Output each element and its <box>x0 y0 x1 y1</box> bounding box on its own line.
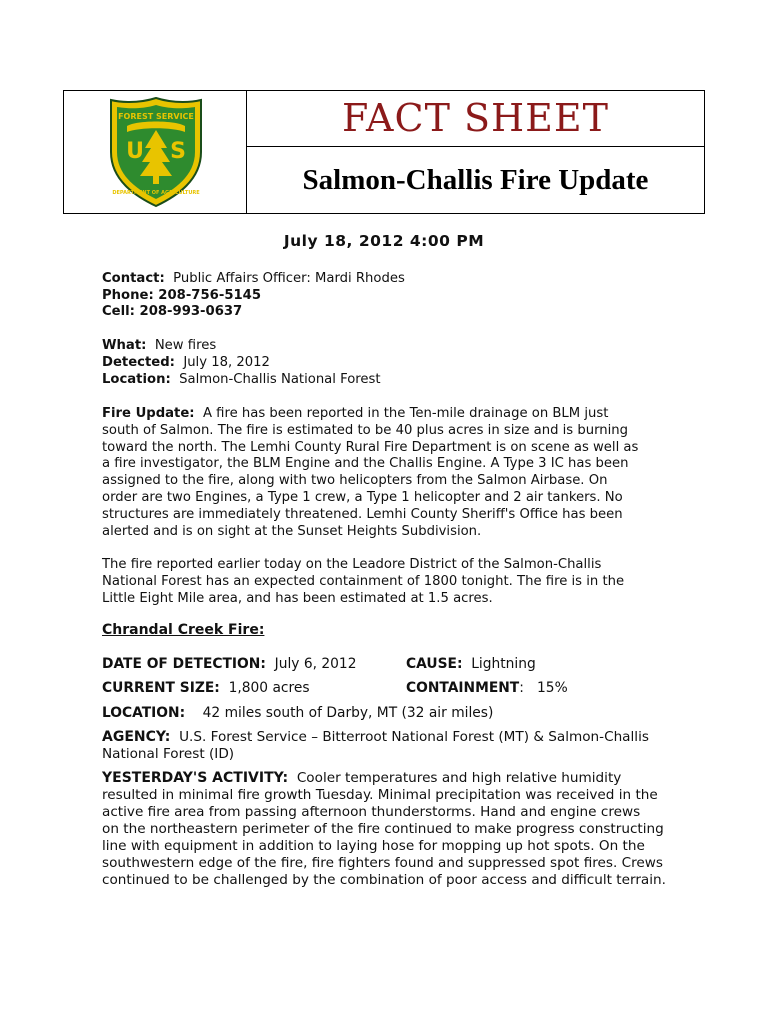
fire-update-line: order are two Engines, a Type 1 crew, a Type 1 helicopter and 2 air tankers. No <box>102 489 623 505</box>
activity-line: line with equipment in addition to laying hose for mopping up hot spots. On the <box>102 838 645 854</box>
location-line <box>102 372 682 389</box>
what-label: What: <box>102 338 147 353</box>
fire-update-line: alerted and is on sight at the Sunset Heights Subdivision. <box>102 523 482 539</box>
size-value: 1,800 acres <box>228 680 310 696</box>
containment-label: CONTAINMENT <box>406 680 520 696</box>
contact-line <box>102 271 682 288</box>
what-line <box>102 338 682 355</box>
size-label: CURRENT SIZE: <box>102 680 220 696</box>
cause-field <box>406 656 536 672</box>
agency-line: National Forest (ID) <box>102 746 235 762</box>
activity-line: southwestern edge of the fire, fire fighters found and suppressed spot fires. Crews <box>102 855 663 871</box>
agency-line: U.S. Forest Service – Bitterroot National Forest (MT) & Salmon-Challis <box>179 729 649 745</box>
fire-update-paragraph <box>102 406 672 540</box>
location-label: Location: <box>102 372 171 387</box>
activity-label: YESTERDAY'S ACTIVITY: <box>102 770 289 786</box>
logo-letter-u: U <box>126 139 144 164</box>
fact-sheet-title: FACT SHEET <box>341 96 609 140</box>
size-field <box>102 680 310 696</box>
activity-line: resulted in minimal fire growth Tuesday. Minimal precipitation was received in the <box>102 787 658 803</box>
location-value: Salmon-Challis National Forest <box>179 372 381 387</box>
phone-line <box>102 288 682 305</box>
fire-update-subtitle: Salmon-Challis Fire Update <box>302 164 649 196</box>
contact-label: Contact: <box>102 271 165 286</box>
detected-value: July 18, 2012 <box>183 355 270 370</box>
agency-label: AGENCY: <box>102 729 171 745</box>
containment-value: : 15% <box>519 680 568 696</box>
fire-update-label: Fire Update: <box>102 406 195 421</box>
detection-label: DATE OF DETECTION: <box>102 656 266 672</box>
fire-update-line: Fire Update: A fire has been reported in the Ten-mile drainage on BLM just <box>102 406 609 421</box>
logo-cell <box>64 91 247 213</box>
containment-field <box>406 680 568 696</box>
chrandal-location-label: LOCATION: <box>102 705 186 721</box>
earlier-fire-line: National Forest has an expected containment of 1800 tonight. The fire is in the <box>102 573 625 589</box>
cause-label: CAUSE: <box>406 656 463 672</box>
activity-line: continued to be challenged by the combination of poor access and difficult terrain. <box>102 872 666 888</box>
activity-line: Cooler temperatures and high relative humidity <box>296 770 622 786</box>
activity-line: on the northeastern perimeter of the fire continued to make progress constructing <box>102 821 664 837</box>
detection-value: July 6, 2012 <box>274 656 357 672</box>
contact-value: Public Affairs Officer: Mardi Rhodes <box>173 271 405 286</box>
header-box <box>63 90 705 214</box>
fire-update-line: toward the north. The Lemhi County Rural Fire Department is on scene as well as <box>102 439 639 455</box>
activity-paragraph <box>102 770 692 889</box>
chrandal-location-value: 42 miles south of Darby, MT (32 air miles) <box>202 705 494 721</box>
what-value: New fires <box>154 338 217 353</box>
detected-line <box>102 355 682 372</box>
cell-text: Cell: 208-993-0637 <box>102 304 243 319</box>
fire-update-line: south of Salmon. The fire is estimated to be 40 plus acres in size and is burning <box>102 422 629 438</box>
title-cell <box>247 91 704 147</box>
chrandal-heading: Chrandal Creek Fire: <box>102 622 265 638</box>
earlier-fire-paragraph <box>102 557 672 607</box>
detected-label: Detected: <box>102 355 175 370</box>
forest-service-shield-logo <box>107 96 205 208</box>
logo-bottom-text: DEPARTMENT OF AGRICULTURE <box>112 190 200 196</box>
fire-update-line: assigned to the fire, along with two helicopters from the Salmon Airbase. On <box>102 473 608 489</box>
fire-update-line: structures are immediately threatened. Lemhi County Sheriff's Office has been <box>102 506 623 522</box>
earlier-fire-line: The fire reported earlier today on the Leadore District of the Salmon-Challis <box>102 557 602 572</box>
subtitle-cell <box>247 147 704 213</box>
chrandal-location-field <box>102 705 493 721</box>
detection-field <box>102 656 356 672</box>
phone-text: Phone: 208-756-5145 <box>102 288 262 303</box>
earlier-fire-line: Little Eight Mile area, and has been estimated at 1.5 acres. <box>102 590 493 606</box>
cell-line <box>102 304 682 321</box>
fire-update-line: a fire investigator, the BLM Engine and the Challis Engine. A Type 3 IC has been <box>102 456 629 472</box>
agency-field <box>102 729 682 763</box>
report-date: July 18, 2012 4:00 PM <box>283 232 485 250</box>
cause-value: Lightning <box>471 656 536 672</box>
logo-letter-s: S <box>170 139 186 164</box>
logo-top-text: FOREST SERVICE <box>118 112 194 121</box>
activity-line: active fire area from passing afternoon thunderstorms. Hand and engine crews <box>102 804 641 820</box>
